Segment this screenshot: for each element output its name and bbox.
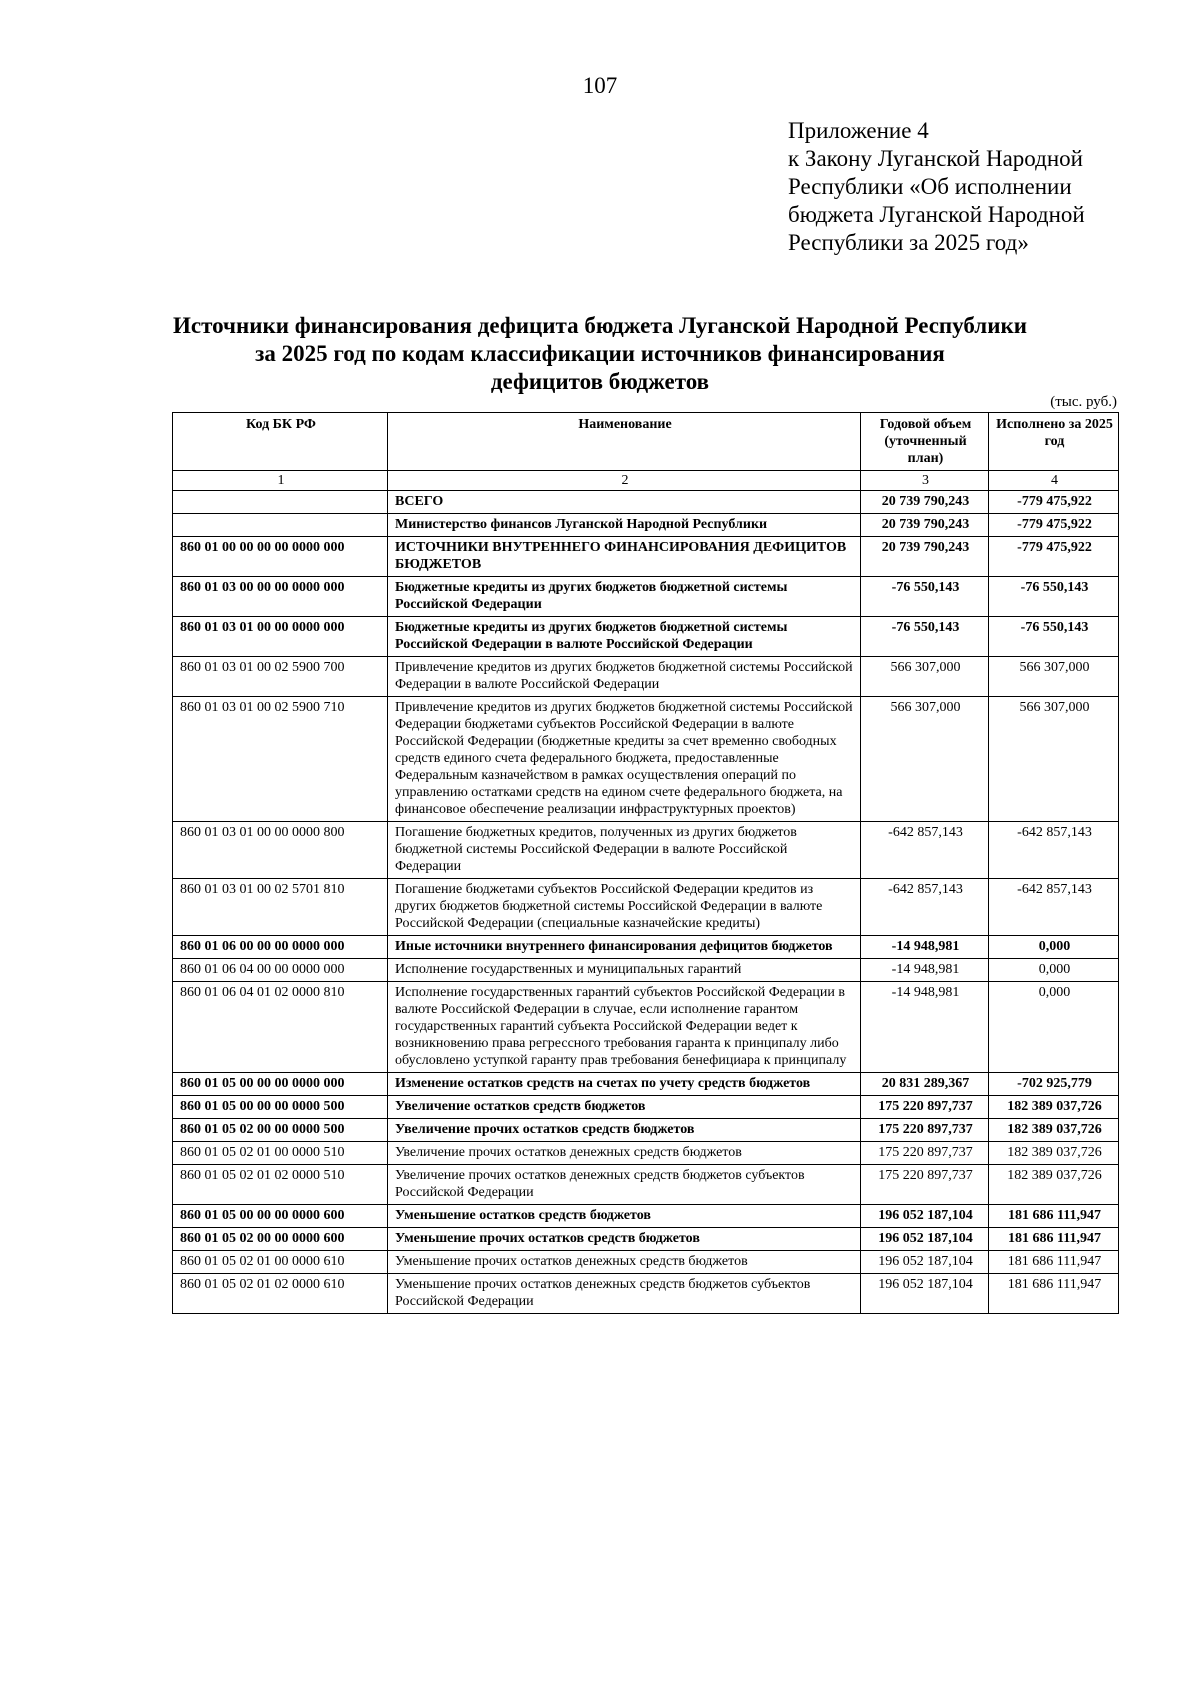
table-row [173, 1205, 1119, 1228]
cell-fact: 181 686 111,947 [989, 1274, 1119, 1314]
appendix-line: к Закону Луганской Народной [788, 146, 1083, 171]
cell-code: 860 01 05 02 00 00 0000 600 [173, 1228, 388, 1251]
cell-plan: 196 052 187,104 [861, 1274, 989, 1314]
cell-fact: -702 925,779 [989, 1073, 1119, 1096]
appendix-line: бюджета Луганской Народной [788, 202, 1085, 227]
column-index-row [173, 471, 1119, 491]
cell-fact: 182 389 037,726 [989, 1096, 1119, 1119]
cell-fact: 181 686 111,947 [989, 1205, 1119, 1228]
table-row [173, 959, 1119, 982]
table-row [173, 879, 1119, 936]
cell-name: Министерство финансов Луганской Народной Республики [388, 514, 861, 537]
cell-plan: 175 220 897,737 [861, 1119, 989, 1142]
table-row [173, 537, 1119, 577]
cell-plan: 196 052 187,104 [861, 1228, 989, 1251]
cell-code: 860 01 05 02 00 00 0000 500 [173, 1119, 388, 1142]
table-row [173, 514, 1119, 537]
cell-fact: -76 550,143 [989, 577, 1119, 617]
title-line: за 2025 год по кодам классификации источников финансирования [255, 341, 945, 366]
cell-code: 860 01 03 00 00 00 0000 000 [173, 577, 388, 617]
table-row [173, 1142, 1119, 1165]
cell-plan: -14 948,981 [861, 982, 989, 1073]
column-index: 2 [388, 471, 861, 491]
column-index: 3 [861, 471, 989, 491]
cell-fact: 181 686 111,947 [989, 1251, 1119, 1274]
title-line: дефицитов бюджетов [490, 369, 710, 394]
table-row [173, 1274, 1119, 1314]
cell-plan: -14 948,981 [861, 936, 989, 959]
table-row [173, 1073, 1119, 1096]
header-name: Наименование [388, 413, 861, 471]
table-row [173, 617, 1119, 657]
cell-name: Уменьшение прочих остатков денежных средств бюджетов субъектов Российской Федерации [388, 1274, 861, 1314]
cell-name: Уменьшение прочих остатков денежных средств бюджетов [388, 1251, 861, 1274]
header-code: Код БК РФ [173, 413, 388, 471]
cell-name: Увеличение прочих остатков денежных средств бюджетов субъектов Российской Федерации [388, 1165, 861, 1205]
cell-code: 860 01 05 00 00 00 0000 500 [173, 1096, 388, 1119]
cell-name: Погашение бюджетами субъектов Российской Федерации кредитов из других бюджетов бюджетной системы Российской Федерации в валюте Российской Федерации (специальные казначейские кредиты) [388, 879, 861, 936]
appendix-note [788, 117, 1188, 257]
cell-name: Иные источники внутреннего финансирования дефицитов бюджетов [388, 936, 861, 959]
cell-name: ИСТОЧНИКИ ВНУТРЕННЕГО ФИНАНСИРОВАНИЯ ДЕФИЦИТОВ БЮДЖЕТОВ [388, 537, 861, 577]
cell-name: Изменение остатков средств на счетах по учету средств бюджетов [388, 1073, 861, 1096]
cell-name: Исполнение государственных и муниципальных гарантий [388, 959, 861, 982]
cell-plan: -14 948,981 [861, 959, 989, 982]
cell-fact: -76 550,143 [989, 617, 1119, 657]
cell-code [173, 514, 388, 537]
table-row [173, 1096, 1119, 1119]
cell-plan: 196 052 187,104 [861, 1205, 989, 1228]
cell-plan: 175 220 897,737 [861, 1165, 989, 1205]
cell-code: 860 01 03 01 00 02 5701 810 [173, 879, 388, 936]
cell-fact: 0,000 [989, 959, 1119, 982]
cell-plan: 20 739 790,243 [861, 537, 989, 577]
cell-plan: -642 857,143 [861, 822, 989, 879]
cell-plan: -76 550,143 [861, 577, 989, 617]
financing-sources-table [172, 412, 1119, 1314]
cell-plan: -76 550,143 [861, 617, 989, 657]
table-body [173, 491, 1119, 1314]
cell-plan: -642 857,143 [861, 879, 989, 936]
cell-fact: 182 389 037,726 [989, 1142, 1119, 1165]
cell-fact: 566 307,000 [989, 657, 1119, 697]
cell-fact: -642 857,143 [989, 822, 1119, 879]
cell-code: 860 01 00 00 00 00 0000 000 [173, 537, 388, 577]
header-fact: Исполнено за 2025 год [989, 413, 1119, 471]
column-index: 1 [173, 471, 388, 491]
appendix-line: Республики «Об исполнении [788, 174, 1072, 199]
page-number: 107 [582, 73, 618, 98]
table-row [173, 936, 1119, 959]
cell-fact: -779 475,922 [989, 514, 1119, 537]
table-row [173, 491, 1119, 514]
cell-name: Погашение бюджетных кредитов, полученных из других бюджетов бюджетной системы Российской Федерации в валюте Российской Федерации [388, 822, 861, 879]
cell-name: Бюджетные кредиты из других бюджетов бюджетной системы Российской Федерации [388, 577, 861, 617]
cell-fact: -779 475,922 [989, 491, 1119, 514]
cell-code: 860 01 05 02 01 00 0000 510 [173, 1142, 388, 1165]
cell-code: 860 01 05 02 01 02 0000 510 [173, 1165, 388, 1205]
cell-code: 860 01 06 04 00 00 0000 000 [173, 959, 388, 982]
table-row [173, 1165, 1119, 1205]
cell-code: 860 01 03 01 00 02 5900 700 [173, 657, 388, 697]
table-header-row [173, 413, 1119, 471]
cell-name: Увеличение остатков средств бюджетов [388, 1096, 861, 1119]
cell-code: 860 01 05 02 01 02 0000 610 [173, 1274, 388, 1314]
cell-fact: -642 857,143 [989, 879, 1119, 936]
cell-code: 860 01 03 01 00 00 0000 000 [173, 617, 388, 657]
cell-name: Уменьшение прочих остатков средств бюджетов [388, 1228, 861, 1251]
cell-name: Увеличение прочих остатков денежных средств бюджетов [388, 1142, 861, 1165]
cell-name: Исполнение государственных гарантий субъектов Российской Федерации в валюте Российской Федерации в случае, если исполнение гарантом государственных гарантий субъекта Российской Федерации ведет к возникновению права регрессного требования гаранта к принципалу либо обусловлено уступкой гаранту прав требования бенефициара к принципалу [388, 982, 861, 1073]
cell-name: Увеличение прочих остатков средств бюджетов [388, 1119, 861, 1142]
cell-name: Привлечение кредитов из других бюджетов бюджетной системы Российской Федерации бюджетами субъектов Российской Федерации в валюте Российской Федерации (бюджетные кредиты за счет временно свободных средств единого счета федерального бюджета, предоставленные Федеральным казначейством в рамках осуществления операций по управлению остатками средств на едином счете федерального бюджета, на финансовое обеспечение реализации инфраструктурных проектов) [388, 697, 861, 822]
table-row [173, 577, 1119, 617]
cell-fact: 0,000 [989, 982, 1119, 1073]
cell-code [173, 491, 388, 514]
document-title [150, 312, 1050, 396]
appendix-line: Республики за 2025 год» [788, 230, 1029, 255]
cell-fact: 182 389 037,726 [989, 1165, 1119, 1205]
cell-fact: 181 686 111,947 [989, 1228, 1119, 1251]
cell-plan: 20 739 790,243 [861, 514, 989, 537]
cell-code: 860 01 06 04 01 02 0000 810 [173, 982, 388, 1073]
cell-name: Привлечение кредитов из других бюджетов бюджетной системы Российской Федерации в валюте Российской Федерации [388, 657, 861, 697]
table-row [173, 982, 1119, 1073]
cell-code: 860 01 06 00 00 00 0000 000 [173, 936, 388, 959]
title-line: Источники финансирования дефицита бюджета Луганской Народной Республики [173, 313, 1027, 338]
appendix-line: Приложение 4 [788, 118, 929, 143]
cell-fact: -779 475,922 [989, 537, 1119, 577]
cell-fact: 566 307,000 [989, 697, 1119, 822]
cell-name: Бюджетные кредиты из других бюджетов бюджетной системы Российской Федерации в валюте Российской Федерации [388, 617, 861, 657]
cell-code: 860 01 05 00 00 00 0000 000 [173, 1073, 388, 1096]
cell-name: Уменьшение остатков средств бюджетов [388, 1205, 861, 1228]
cell-fact: 0,000 [989, 936, 1119, 959]
table-row [173, 1119, 1119, 1142]
table-row [173, 697, 1119, 822]
table-row [173, 657, 1119, 697]
cell-code: 860 01 03 01 00 02 5900 710 [173, 697, 388, 822]
table-row [173, 1251, 1119, 1274]
cell-code: 860 01 03 01 00 00 0000 800 [173, 822, 388, 879]
cell-plan: 20 739 790,243 [861, 491, 989, 514]
column-index: 4 [989, 471, 1119, 491]
header-plan: Годовой объем (уточненный план) [861, 413, 989, 471]
units-note: (тыс. руб.) [1050, 394, 1117, 410]
cell-plan: 566 307,000 [861, 657, 989, 697]
cell-plan: 175 220 897,737 [861, 1096, 989, 1119]
cell-code: 860 01 05 02 01 00 0000 610 [173, 1251, 388, 1274]
cell-fact: 182 389 037,726 [989, 1119, 1119, 1142]
cell-plan: 20 831 289,367 [861, 1073, 989, 1096]
cell-plan: 566 307,000 [861, 697, 989, 822]
table-row [173, 822, 1119, 879]
table-row [173, 1228, 1119, 1251]
cell-code: 860 01 05 00 00 00 0000 600 [173, 1205, 388, 1228]
cell-name: ВСЕГО [388, 491, 861, 514]
cell-plan: 196 052 187,104 [861, 1251, 989, 1274]
cell-plan: 175 220 897,737 [861, 1142, 989, 1165]
